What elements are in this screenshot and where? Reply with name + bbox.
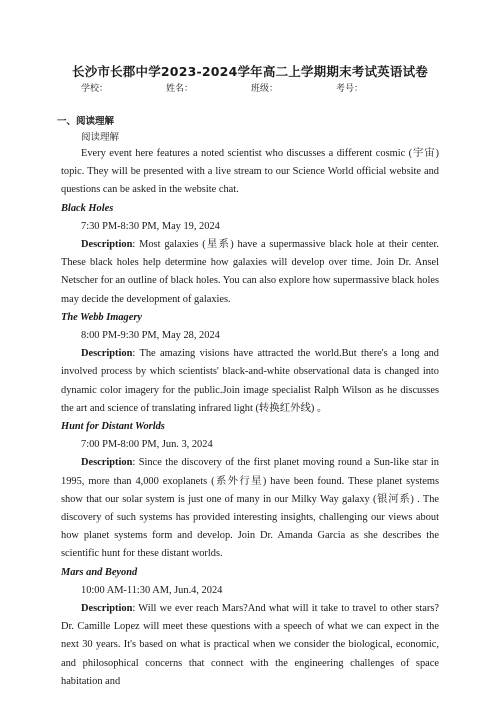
description-text: : The amazing visions have attracted the world.But there's a long and involved process by which scientists' black-and-white observational data is changed into dynamic color imagery for the public.Join image specialist Ralph Wilson as he discusses the art and science of translating infrared light (转换红外线) 。: [61, 348, 439, 414]
event-name: Hunt for Distant Worlds: [61, 421, 165, 433]
event-block: [61, 309, 439, 418]
info-exam-number: 考号：: [336, 84, 364, 94]
event-block: [61, 418, 439, 564]
event-name: Black Holes: [61, 202, 114, 214]
description-text: : Since the discovery of the first planet moving round a Sun-like star in 1995, more than 4,000 exoplanets (系外行星) have been found. These planet systems show that our solar system is just one of many in our Milky Way galaxy (银河系) . The discovery of such systems has provided interesting insights, challenging our views about how planet systems form and develop. Join Dr. Amanda Garcia as she describes the scientific hunt for these distant worlds.: [61, 457, 439, 560]
event-description: [61, 600, 439, 691]
event-time: 10:00 AM-11:30 AM, Jun.4, 2024: [81, 584, 223, 596]
part-title: 阅读理解: [81, 132, 120, 143]
event-description: [61, 454, 439, 563]
event-name: The Webb Imagery: [61, 311, 142, 323]
event-block: [61, 564, 439, 691]
info-class: 班级：: [251, 84, 279, 94]
description-label: Description: [81, 239, 133, 251]
exam-title: 长沙市长郡中学2023-2024学年高二上学期期末考试英语试卷: [72, 64, 428, 79]
description-label: Description: [81, 348, 133, 360]
event-description: [61, 345, 439, 418]
description-label: Description: [81, 457, 133, 469]
description-text: : Will we ever reach Mars?And what will it take to travel to other stars?Dr. Camille Lopez will meet these questions with a speech of what we can expect in the next 30 years. It's based on what is practical when we consider the biological, economic, and philosophical concerns that connect with the engineering challenges of space habitation and: [61, 603, 439, 687]
event-description: [61, 236, 439, 309]
event-time: 7:00 PM-8:00 PM, Jun. 3, 2024: [81, 439, 213, 451]
info-school: 学校：: [81, 84, 109, 94]
info-name: 姓名：: [166, 84, 194, 94]
section-heading: 一、阅读理解: [57, 116, 115, 127]
event-time: 8:00 PM-9:30 PM, May 28, 2024: [81, 330, 220, 342]
event-name: Mars and Beyond: [61, 566, 138, 578]
description-text: : Most galaxies (星系) have a supermassive black hole at their center. These black holes help determine how galaxies will develop over time. Join Dr. Ansel Netscher for an outline of black holes. You can also explore how supermassive black holes may decide the development of galaxies.: [61, 239, 439, 305]
event-block: [61, 200, 439, 309]
intro-paragraph: Every event here features a noted scientist who discusses a different cosmic (宇宙) topic. They will be presented with a live stream to our Science World official website and questions can be asked in the website chat.: [61, 148, 439, 196]
student-info-row: [81, 83, 439, 96]
event-time: 7:30 PM-8:30 PM, May 19, 2024: [81, 220, 220, 232]
description-label: Description: [81, 603, 133, 615]
